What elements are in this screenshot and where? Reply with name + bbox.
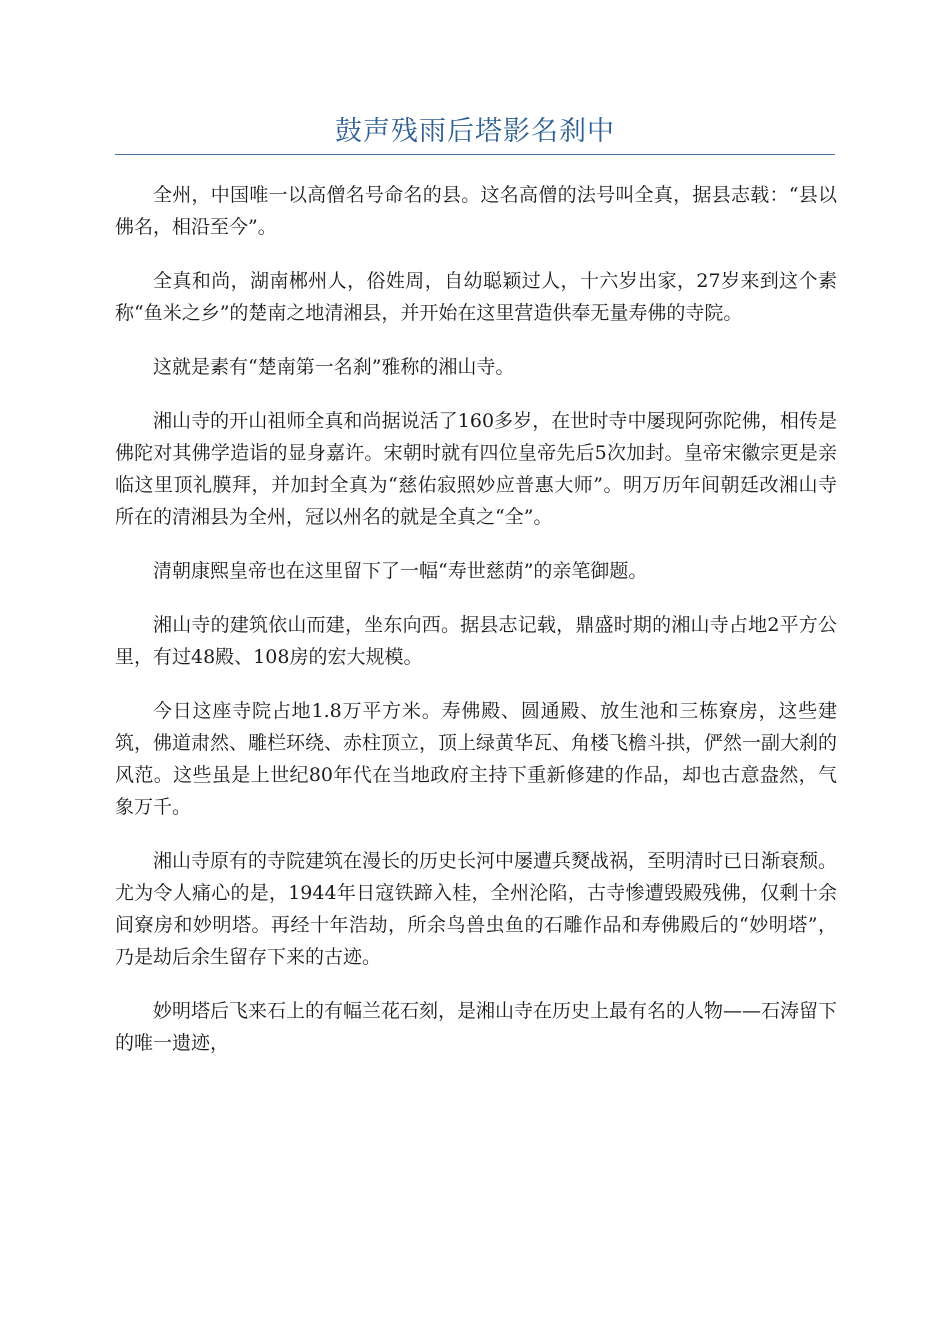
- paragraph-5: 清朝康熙皇帝也在这里留下了一幅“寿世慈荫”的亲笔御题。: [153, 560, 648, 582]
- paragraph-9: 妙明塔后飞来石上的有幅兰花石刻，是湘山寺在历史上最有名的人物——石涛留下的唯一遗迹，: [115, 1000, 838, 1054]
- paragraph-7: 今日这座寺院占地1.8万平方米。寿佛殿、圆通殿、放生池和三栋寮房，这些建筑，佛道肃然、雕栏环绕、赤柱顶立，顶上绿黄华瓦、角楼飞檐斗拱，俨然一副大刹的风范。这些虽是上世纪80年代在当地政府主持下重新修建的作品，却也古意盎然，气象万千。: [115, 700, 838, 818]
- paragraph-3: 这就是素有“楚南第一名刹”雅称的湘山寺。: [153, 356, 515, 378]
- title-underline: [115, 154, 835, 155]
- paragraph-1: 全州，中国唯一以高僧名号命名的县。这名高僧的法号叫全真，据县志载：“县以佛名，相沿至今”。: [115, 184, 837, 238]
- paragraph-6: 湘山寺的建筑依山而建，坐东向西。据县志记载，鼎盛时期的湘山寺占地2平方公里，有过48殿、108房的宏大规模。: [115, 614, 837, 668]
- document-body: [115, 179, 837, 1081]
- paragraph-4: 湘山寺的开山祖师全真和尚据说活了160多岁，在世时寺中屡现阿弥陀佛，相传是佛陀对其佛学造诣的显身嘉许。宋朝时就有四位皇帝先后5次加封。皇帝宋徽宗更是亲临这里顶礼膜拜，并加封全真为“慈佑寂照妙应普惠大师”。明万历年间朝廷改湘山寺所在的清湘县为全州，冠以州名的就是全真之“全”。: [115, 410, 837, 528]
- document-title: 鼓声残雨后塔影名刹中: [335, 116, 615, 147]
- paragraph-8: 湘山寺原有的寺院建筑在漫长的历史长河中屡遭兵燹战祸，至明清时已日渐衰颓。尤为令人痛心的是，1944年日寇铁蹄入桂，全州沦陷，古寺惨遭毁殿残佛，仅剩十余间寮房和妙明塔。再经十年浩劫，所余鸟兽虫鱼的石雕作品和寿佛殿后的“妙明塔”，乃是劫后余生留存下来的古迹。: [115, 850, 838, 968]
- paragraph-2: 全真和尚，湖南郴州人，俗姓周，自幼聪颖过人，十六岁出家，27岁来到这个素称“鱼米之乡”的楚南之地清湘县，并开始在这里营造供奉无量寿佛的寺院。: [115, 270, 837, 324]
